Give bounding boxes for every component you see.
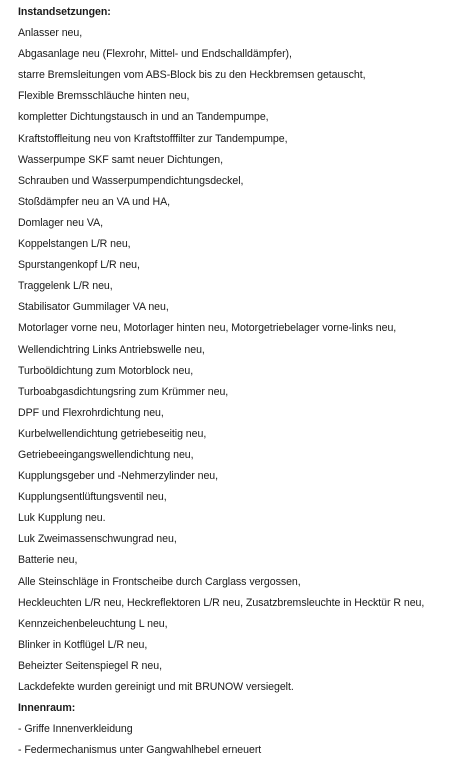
list-item: Lackdefekte wurden gereinigt und mit BRUNOW versiegelt.: [18, 681, 294, 693]
list-item: Kupplungsgeber und -Nehmerzylinder neu,: [18, 470, 219, 483]
list-item: Anlasser neu,: [18, 27, 83, 40]
list-item: Turboabgasdichtungsring zum Krümmer neu,: [18, 385, 229, 398]
list-item: Abgasanlage neu (Flexrohr, Mittel- und Endschalldämpfer),: [18, 48, 292, 61]
list-item: Spurstangenkopf L/R neu,: [18, 259, 140, 272]
list-item: Turboöldichtung zum Motorblock neu,: [18, 364, 194, 377]
list-item: Beheizter Seitenspiegel R neu,: [18, 659, 162, 672]
list-item: Stoßdämpfer neu an VA und HA,: [18, 195, 171, 208]
list-item: Flexible Bremsschläuche hinten neu,: [18, 90, 190, 103]
list-item: - Federmechanismus unter Gangwahlhebel erneuert: [18, 744, 262, 757]
list-item: Getriebeeingangswellendichtung neu,: [18, 448, 194, 461]
list-item: Batterie neu,: [18, 554, 78, 567]
list-item: - Griffe Innenverkleidung: [18, 723, 133, 736]
list-item: Kraftstoffleitung neu von Kraftstofffilter zur Tandempumpe,: [18, 132, 288, 145]
list-item: Wellendichtring Links Antriebswelle neu,: [18, 343, 205, 356]
interior-list: [18, 719, 462, 761]
list-item: kompletter Dichtungstausch in und an Tandempumpe,: [18, 111, 269, 124]
list-item: Luk Kupplung neu.: [18, 512, 106, 525]
list-item: Stabilisator Gummilager VA neu,: [18, 301, 169, 314]
list-item: Alle Steinschläge in Frontscheibe durch Carglass vergossen,: [18, 575, 301, 588]
list-item: Traggelenk L/R neu,: [18, 280, 113, 293]
list-item: Kupplungsentlüftungsventil neu,: [18, 491, 167, 504]
list-item: Blinker in Kotflügel L/R neu,: [18, 638, 148, 651]
list-item: Wasserpumpe SKF samt neuer Dichtungen,: [18, 153, 223, 166]
list-item: DPF und Flexrohrdichtung neu,: [18, 406, 164, 419]
repairs-list: [18, 23, 462, 698]
interior-heading: Innenraum:: [18, 702, 76, 715]
repairs-heading: Instandsetzungen:: [18, 6, 111, 18]
list-item: Motorlager vorne neu, Motorlager hinten neu, Motorgetriebelager vorne-links neu,: [18, 322, 397, 335]
list-item: Kennzeichenbeleuchtung L neu,: [18, 617, 168, 630]
list-item: Luk Zweimassenschwungrad neu,: [18, 533, 177, 546]
document-body: [18, 0, 462, 761]
list-item: Kurbelwellendichtung getriebeseitig neu,: [18, 427, 207, 440]
list-item: Schrauben und Wasserpumpendichtungsdeckel,: [18, 174, 244, 187]
list-item: starre Bremsleitungen vom ABS-Block bis zu den Heckbremsen getauscht,: [18, 69, 366, 82]
list-item: Domlager neu VA,: [18, 216, 103, 229]
list-item: Heckleuchten L/R neu, Heckreflektoren L/R neu, Zusatzbremsleuchte in Hecktür R neu,: [18, 596, 425, 609]
list-item: Koppelstangen L/R neu,: [18, 238, 131, 251]
